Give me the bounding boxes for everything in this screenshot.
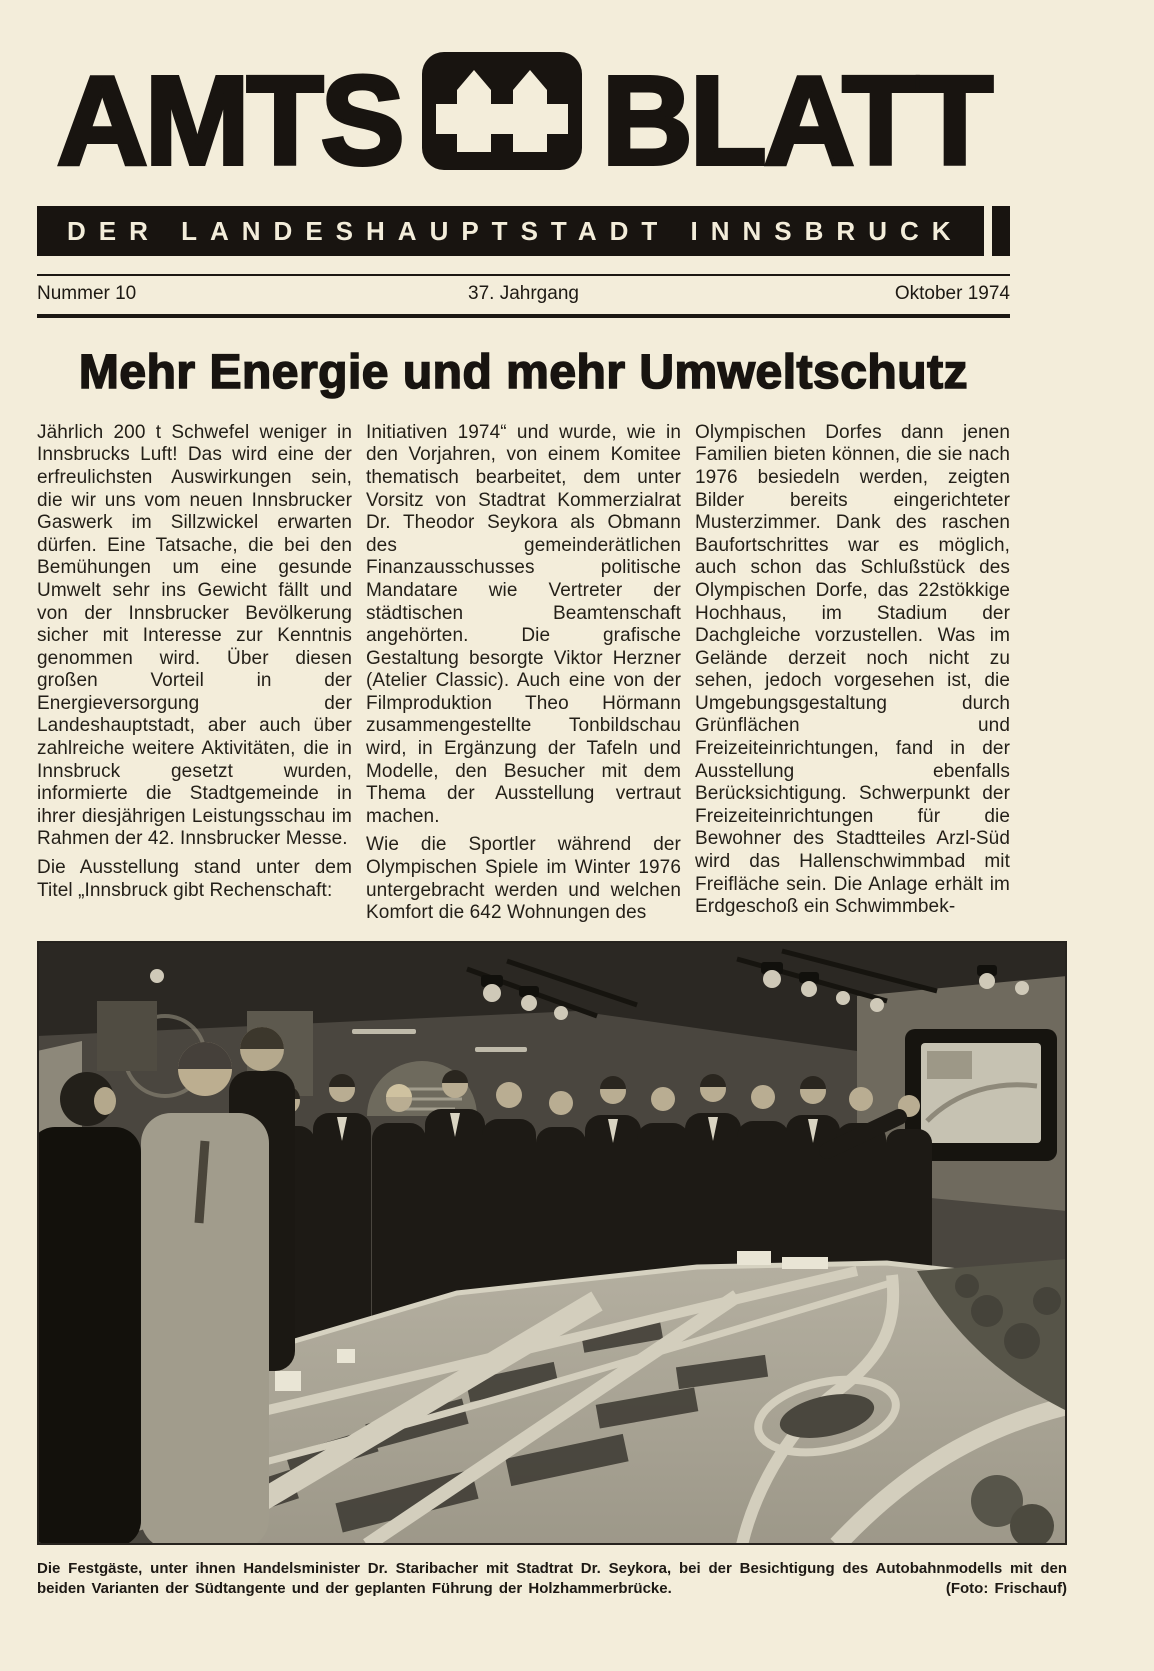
exhibition-photo [37, 941, 1067, 1545]
paragraph: Die Ausstellung stand unter dem Titel „Innsbruck gibt Rechenschaft: [37, 857, 352, 901]
article-column-1 [37, 422, 352, 925]
paragraph: Initiativen 1974“ und wurde, wie in den Vorjahren, von einem Komitee thematisch bearbeitet, dem unter Vorsitz von Stadtrat Kommerzialrat Dr. Theodor Seykora als Obmann des gemeinderätlichen Finanzausschusses politische Mandatare wie Vertreter der städtischen Beamtenschaft angehörten. Die grafische Gestaltung besorgte Viktor Herzner (Atelier Classic). Auch eine von der Filmproduktion Theo Hörmann zusammengestellte Tonbildschau wird, in Ergänzung der Tafeln und Modelle, den Besucher mit dem Thema der Ausstellung vertraut machen. [366, 421, 681, 827]
photo-credit: (Foto: Frischauf) [936, 1579, 1067, 1600]
banner-end-block [992, 206, 1010, 256]
article-body [37, 422, 1010, 925]
photo-caption [37, 1559, 1067, 1600]
article-headline: Mehr Energie und mehr Umweltschutz [78, 346, 969, 399]
issue-number: Nummer 10 [37, 283, 137, 304]
article-column-3 [695, 422, 1010, 925]
article-column-2 [366, 422, 681, 925]
masthead-title-left: AMTS [56, 50, 402, 191]
paragraph: Olympischen Dorfes dann jenen Familien bieten können, die sie nach 1976 besiedeln werden, zeigten Bilder bereits eingerichteter Musterzimmer. Dank des raschen Baufortschrittes war es möglich, auch schon das Schlußstück des Olympischen Dorfe, das 22stökkige Hochhaus, im Stadium der Dachgleiche vorzustellen. Was im Gelände derzeit noch nicht zu sehen, jedoch vorgesehen ist, die Umgebungsgestaltung durch Grünflächen und Freizeiteinrichtungen, fand in der Ausstellung ebenfalls Berücksichtigung. Schwerpunkt der Freizeiteinrichtungen für die Bewohner des Stadtteiles Arzl-Süd wird das Hallenschwimmbad mit Freifläche sein. Die Anlage erhält im Erdgeschoß ein Schwimmbek- [695, 421, 1010, 918]
issue-volume: 37. Jahrgang [468, 283, 579, 304]
banner-bar [37, 206, 1010, 256]
banner-label: DER LANDESHAUPTSTADT INNSBRUCK [37, 206, 984, 256]
issue-bar [37, 274, 1010, 318]
innsbruck-bridge-emblem-icon [422, 52, 582, 190]
photo-caption-text: Die Festgäste, unter ihnen Handelsminister Dr. Staribacher mit Stadtrat Dr. Seykora, bei der Besichtigung des Autobahnmodells mit den beiden Varianten der Südtangente und der geplanten Führung der Holzhammerbrücke. [37, 1559, 1067, 1598]
masthead-title-right: BLATT [601, 50, 991, 191]
issue-date: Oktober 1974 [894, 283, 1010, 304]
paragraph: Wie die Sportler während der Olympischen Spiele im Winter 1976 untergebracht werden und welchen Komfort die 642 Wohnungen des [366, 834, 681, 924]
paragraph: Jährlich 200 t Schwefel weniger in Innsbrucks Luft! Das wird eine der erfreulichsten Auswirkungen sein, die wir uns vom neuen Innsbrucker Gaswerk im Sillzwickel erwarten dürfen. Eine Tatsache, die bei den Bemühungen um eine gesunde Umwelt sehr ins Gewicht fällt und von der Innsbrucker Bevölkerung sicher mit Interesse zur Kenntnis genommen wird. Über diesen großen Vorteil in der Energieversorgung der Landeshauptstadt, aber auch über zahlreiche weitere Aktivitäten, die in Innsbruck gesetzt wurden, informierte die Stadtgemeinde in ihrer diesjährigen Leistungsschau im Rahmen der 42. Innsbrucker Messe. [37, 421, 352, 850]
masthead [37, 52, 1010, 190]
